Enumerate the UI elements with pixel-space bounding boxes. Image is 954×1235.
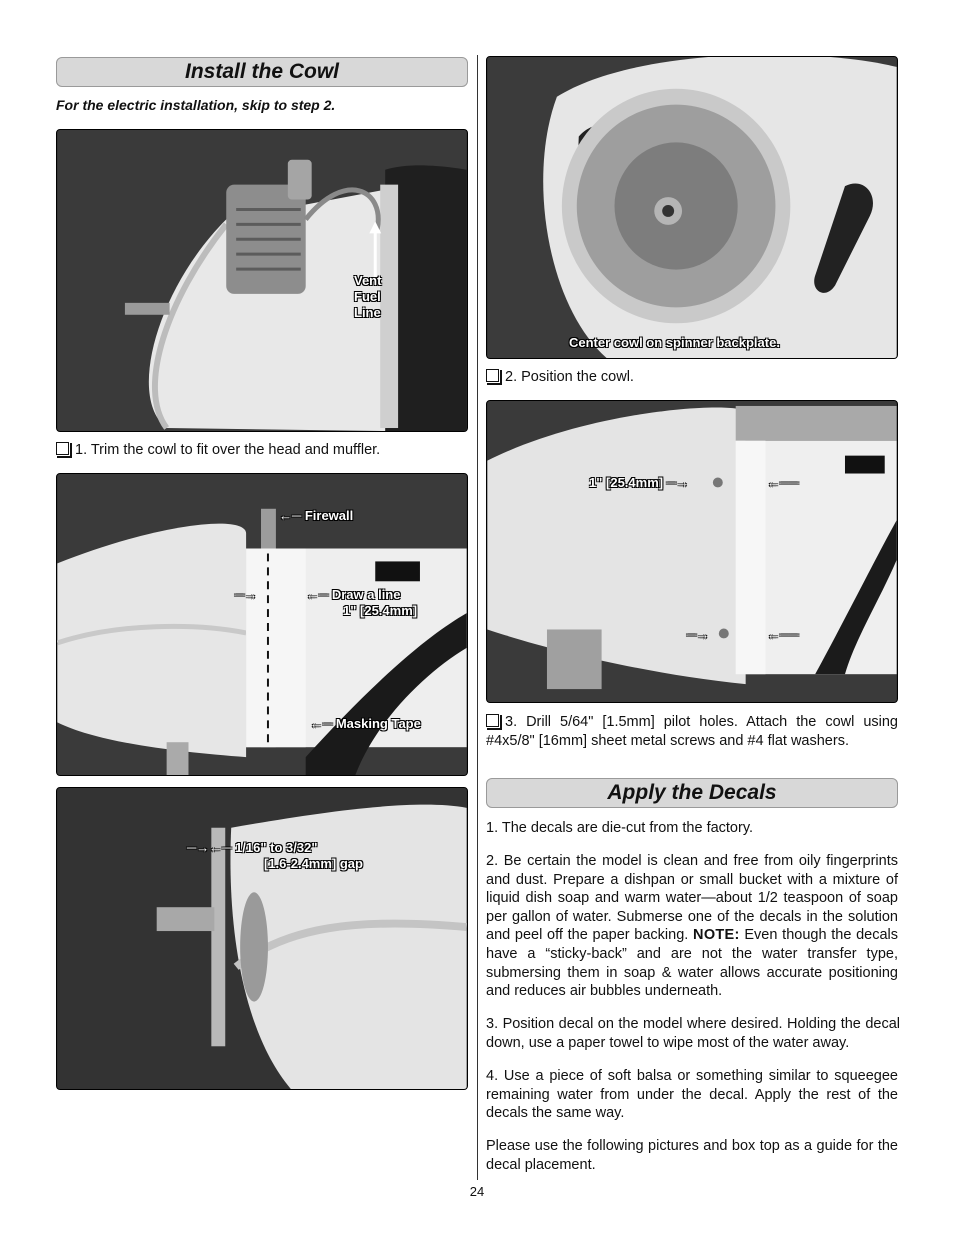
step-1-trim-cowl: 1. Trim the cowl to fit over the head and muffler.: [56, 441, 380, 460]
right-arrow-icon: ─→: [187, 840, 210, 855]
photo-center-cowl: [486, 56, 898, 359]
photo-drill-holes-graphic: [487, 401, 897, 702]
right-arrow-icon: ─→: [687, 627, 710, 642]
photo-cowl-gap: [56, 787, 468, 1090]
decal-step-2: 2. Be certain the model is clean and free from oily fingerprints and dust. Prepare a dishpan or small bucket with a mixture of liquid dish soap and warm water—about 1/2 teaspoon of soap per gallon of water. Submerse one of the decals in the solution and peel off the paper backing. NOTE: Even though the decals have a “sticky-back” and are not the water transfer type, submersing them in soap & water allows accurate positioning and reduces air bubbles underneath.: [486, 853, 899, 1000]
measure-label: 1" [25.4mm] ─→: [589, 475, 689, 490]
vent-fuel-line-label: Vent Fuel Line: [354, 273, 382, 320]
column-divider: [477, 55, 478, 1180]
masking-tape-label: ←─ Masking Tape: [310, 716, 421, 731]
right-arrow-icon: ─→: [235, 587, 258, 602]
photo-trim-cowl: [56, 129, 468, 432]
center-cowl-caption: Center cowl on spinner backplate.: [569, 335, 780, 350]
photo-draw-line: [56, 473, 468, 776]
gap-label: ─→←─ 1/16" to 3/32" [1.6-2.4mm] gap: [187, 840, 363, 871]
electric-install-note: For the electric installation, skip to step 2.: [56, 97, 336, 113]
left-arrow-icon: ←──: [767, 627, 799, 642]
decal-step-4: 4. Use a piece of soft balsa or something similar to squeegee remaining water from under the decal. Apply the rest of the decals the same way.: [486, 1068, 898, 1122]
decal-step-3: 3. Position decal on the model where desired. Holding the decal down, use a paper towel to wipe most of the water away.: [486, 1016, 900, 1051]
step-2-position-cowl: 2. Position the cowl.: [486, 368, 634, 387]
photo-cowl-gap-graphic: [57, 788, 467, 1089]
photo-center-cowl-graphic: [487, 57, 897, 358]
photo-trim-cowl-graphic: [57, 130, 467, 431]
checkbox-icon[interactable]: [56, 442, 69, 455]
page-number: 24: [469, 1184, 485, 1199]
left-arrow-icon: ←─: [279, 508, 302, 523]
right-arrow-icon: ─→: [666, 475, 689, 490]
checkbox-icon[interactable]: [486, 369, 499, 382]
draw-line-label: [235, 587, 257, 603]
draw-line-text: ←─ Draw a line 1" [25.4mm]: [306, 587, 418, 618]
decal-guide-note: Please use the following pictures and box top as a guide for the decal placement.: [486, 1138, 898, 1173]
step-3-drill-holes: 3. Drill 5/64" [1.5mm] pilot holes. Attach the cowl using #4x5/8" [16mm] sheet metal screws and #4 flat washers.: [486, 714, 898, 749]
left-arrow-icon: ←─: [209, 840, 232, 855]
firewall-label: ←─ Firewall: [279, 508, 354, 523]
right-arrow-icon: ←──: [767, 475, 799, 490]
left-arrow-icon: ←─: [306, 587, 329, 602]
left-arrow-icon: ←─: [310, 716, 333, 731]
checkbox-icon[interactable]: [486, 714, 499, 727]
photo-drill-holes: [486, 400, 898, 703]
decal-step-1: 1. The decals are die-cut from the factory.: [486, 820, 754, 836]
install-cowl-heading: Install the Cowl: [56, 57, 468, 87]
apply-decals-heading: Apply the Decals: [486, 778, 898, 808]
